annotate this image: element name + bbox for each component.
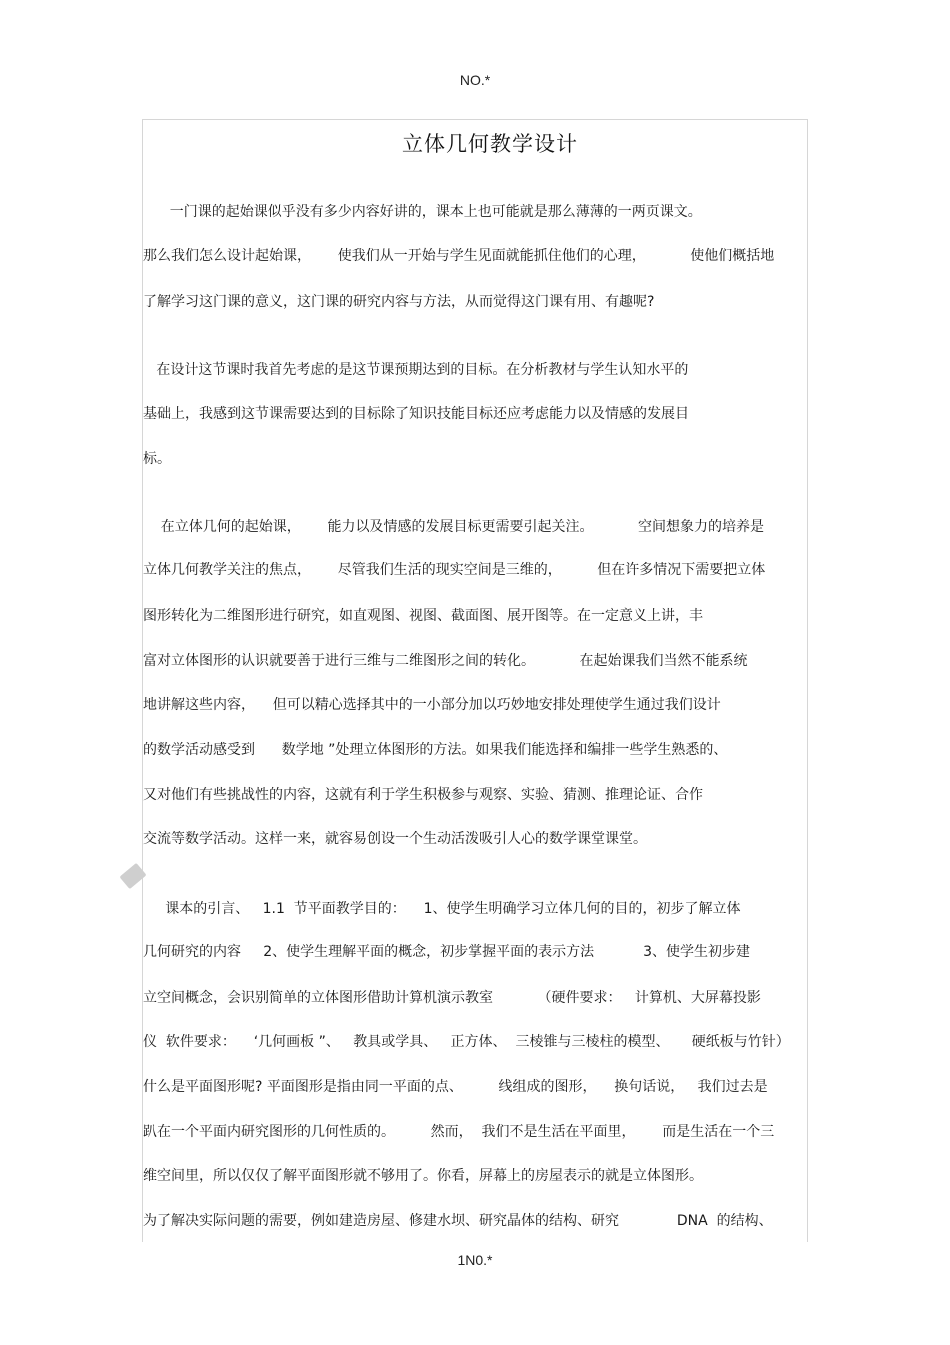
body-line: 趴在一个平面内研究图形的几何性质的。 然而， 我们不是生活在平面里， 而是生活在一个三 (143, 1124, 775, 1140)
body-line: 交流等数学活动。这样一来，就容易创设一个生动活泼吸引人心的数学课堂课堂。 (143, 831, 647, 847)
body-line: 仪 软件要求： ‘几何画板 ”、 教具或学具、 正方体、 三棱锥与三棱柱的模型、 硬纸板与竹针） (143, 1034, 790, 1050)
body-line: 在设计这节课时我首先考虑的是这节课预期达到的目标。在分析教材与学生认知水平的 (143, 362, 689, 378)
body-line: 立体几何教学关注的焦点， 尽管我们生活的现实空间是三维的， 但在许多情况下需要把立体 (143, 562, 766, 578)
page-footer-label: 1N0.* (457, 1252, 493, 1268)
document-title: 立体几何教学设计 (402, 132, 578, 156)
body-line: 的数学活动感受到 数学地 ”处理立体图形的方法。如果我们能选择和编排一些学生熟悉的、 (143, 742, 728, 758)
body-line: 为了解决实际问题的需要，例如建造房屋、修建水坝、研究晶体的结构、研究 DNA 的结构、 (143, 1213, 773, 1229)
body-line: 那么我们怎么设计起始课， 使我们从一开始与学生见面就能抓住他们的心理， 使他们概括地 (143, 248, 775, 264)
content-frame (142, 119, 808, 1242)
body-line: 又对他们有些挑战性的内容，这就有利于学生积极参与观察、实验、猜测、推理论证、合作 (143, 787, 703, 803)
body-line: 标。 (143, 451, 171, 467)
body-line: 地讲解这些内容， 但可以精心选择其中的一小部分加以巧妙地安排处理使学生通过我们设计 (143, 697, 721, 713)
body-line: 立空间概念，会识别简单的立体图形借助计算机演示教室 （硬件要求： 计算机、大屏幕投影 (143, 990, 761, 1006)
body-line: 在立体几何的起始课， 能力以及情感的发展目标更需要引起关注。 空间想象力的培养是 (143, 519, 765, 535)
body-line: 富对立体图形的认识就要善于进行三维与二维图形之间的转化。 在起始课我们当然不能系统 (143, 653, 748, 669)
body-line: 了解学习这门课的意义，这门课的研究内容与方法，从而觉得这门课有用、有趣呢? (143, 294, 655, 310)
body-line: 课本的引言、 1.1 节平面教学目的： 1、使学生明确学习立体几何的目的，初步了解立体 (143, 901, 741, 917)
body-line: 图形转化为二维图形进行研究，如直观图、视图、截面图、展开图等。在一定意义上讲，丰 (143, 608, 703, 624)
body-line: 维空间里，所以仅仅了解平面图形就不够用了。你看，屏幕上的房屋表示的就是立体图形。 (143, 1168, 703, 1184)
body-line: 一门课的起始课似乎没有多少内容好讲的，课本上也可能就是那么薄薄的一两页课文。 (143, 204, 702, 220)
body-line: 什么是平面图形呢? 平面图形是指由同一平面的点、 线组成的图形， 换句话说， 我们过去是 (143, 1079, 768, 1095)
body-line: 基础上，我感到这节课需要达到的目标除了知识技能目标还应考虑能力以及情感的发展目 (143, 406, 689, 422)
page-header-label: NO.* (459, 72, 491, 88)
body-line: 几何研究的内容 2、使学生理解平面的概念，初步掌握平面的表示方法 3、使学生初步建 (143, 944, 751, 960)
